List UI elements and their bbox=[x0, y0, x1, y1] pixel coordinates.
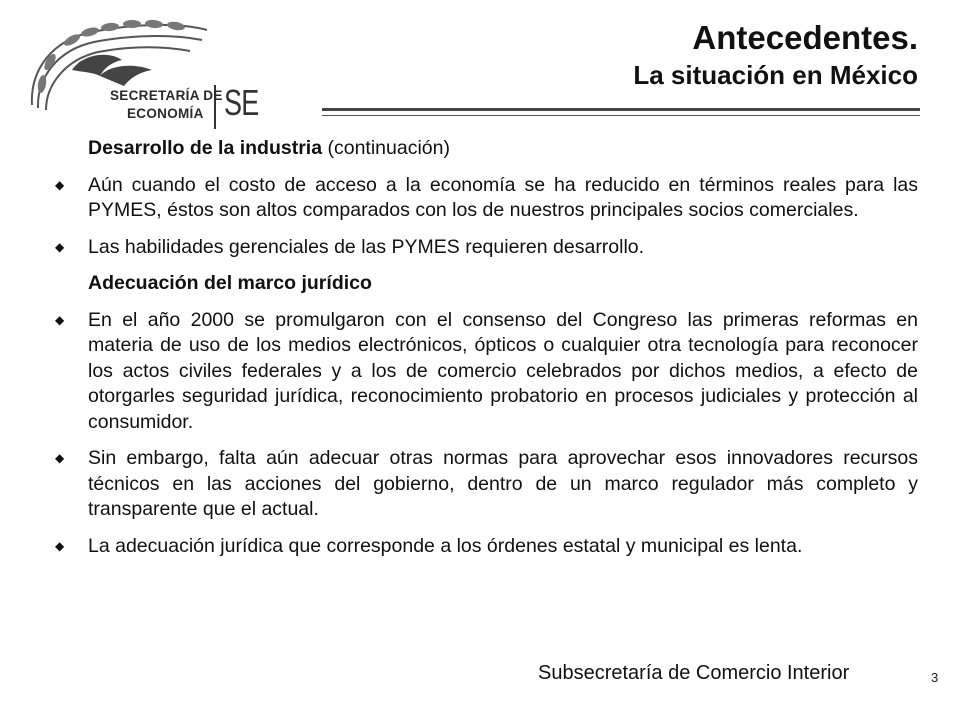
bullet-text: Aún cuando el costo de acceso a la economía se ha reducido en términos reales para las PYMES, éstos son altos comparados con los de nuestros principales socios comerciales. bbox=[88, 173, 918, 221]
section-heading-bold: Adecuación del marco jurídico bbox=[88, 272, 372, 294]
title-rule-thick bbox=[322, 108, 920, 111]
section-heading-rest: (continuación) bbox=[322, 137, 450, 159]
footer-org: Subsecretaría de Comercio Interior bbox=[538, 662, 850, 684]
bullet-text: En el año 2000 se promulgaron con el consenso del Congreso las primeras reformas en materia de uso de los medios electrónicos, ópticos o cualquier otra tecnología para reconocer los actos civiles federales y a los de comercio celebrados por dichos medios, a efecto de otorgarles seguridad jurídica, reconocimiento probatorio en procesos judiciales y protección al consumidor. bbox=[88, 308, 918, 433]
slide-body bbox=[52, 136, 918, 570]
secretaria-economia-logo bbox=[12, 10, 259, 125]
section-heading-marco-juridico bbox=[52, 271, 918, 297]
slide-subtitle: La situación en México bbox=[633, 60, 918, 90]
diamond-bullet-icon: ◆ bbox=[55, 312, 65, 327]
slide-title: Antecedentes. bbox=[692, 19, 918, 56]
list-item bbox=[52, 446, 918, 523]
slide-title-block bbox=[633, 18, 918, 92]
diamond-bullet-icon: ◆ bbox=[55, 538, 65, 553]
page-number: 3 bbox=[931, 670, 939, 685]
section-heading-industria bbox=[52, 136, 918, 162]
title-rule-thin bbox=[322, 115, 920, 116]
list-item bbox=[52, 235, 918, 261]
list-item bbox=[52, 173, 918, 224]
bullet-text: La adecuación jurídica que corresponde a los órdenes estatal y municipal es lenta. bbox=[88, 534, 803, 557]
diamond-bullet-icon: ◆ bbox=[55, 239, 65, 254]
diamond-bullet-icon: ◆ bbox=[55, 177, 65, 192]
logo-line1: SECRETARÍA DE bbox=[110, 88, 223, 103]
diamond-bullet-icon: ◆ bbox=[55, 451, 65, 465]
bullet-text: Sin embargo, falta aún adecuar otras normas para aprovechar esos innovadores recursos técnicos en las acciones del gobierno, dentro de un marco regulador más completo y transparente que el actual. bbox=[88, 447, 918, 520]
section-heading-bold: Desarrollo de la industria bbox=[88, 137, 323, 159]
logo-abbrev: SE bbox=[224, 82, 259, 123]
logo-line2: ECONOMÍA bbox=[127, 106, 204, 121]
bullet-text: Las habilidades gerenciales de las PYMES requieren desarrollo. bbox=[88, 235, 645, 258]
list-item bbox=[52, 308, 918, 436]
list-item bbox=[52, 534, 918, 560]
